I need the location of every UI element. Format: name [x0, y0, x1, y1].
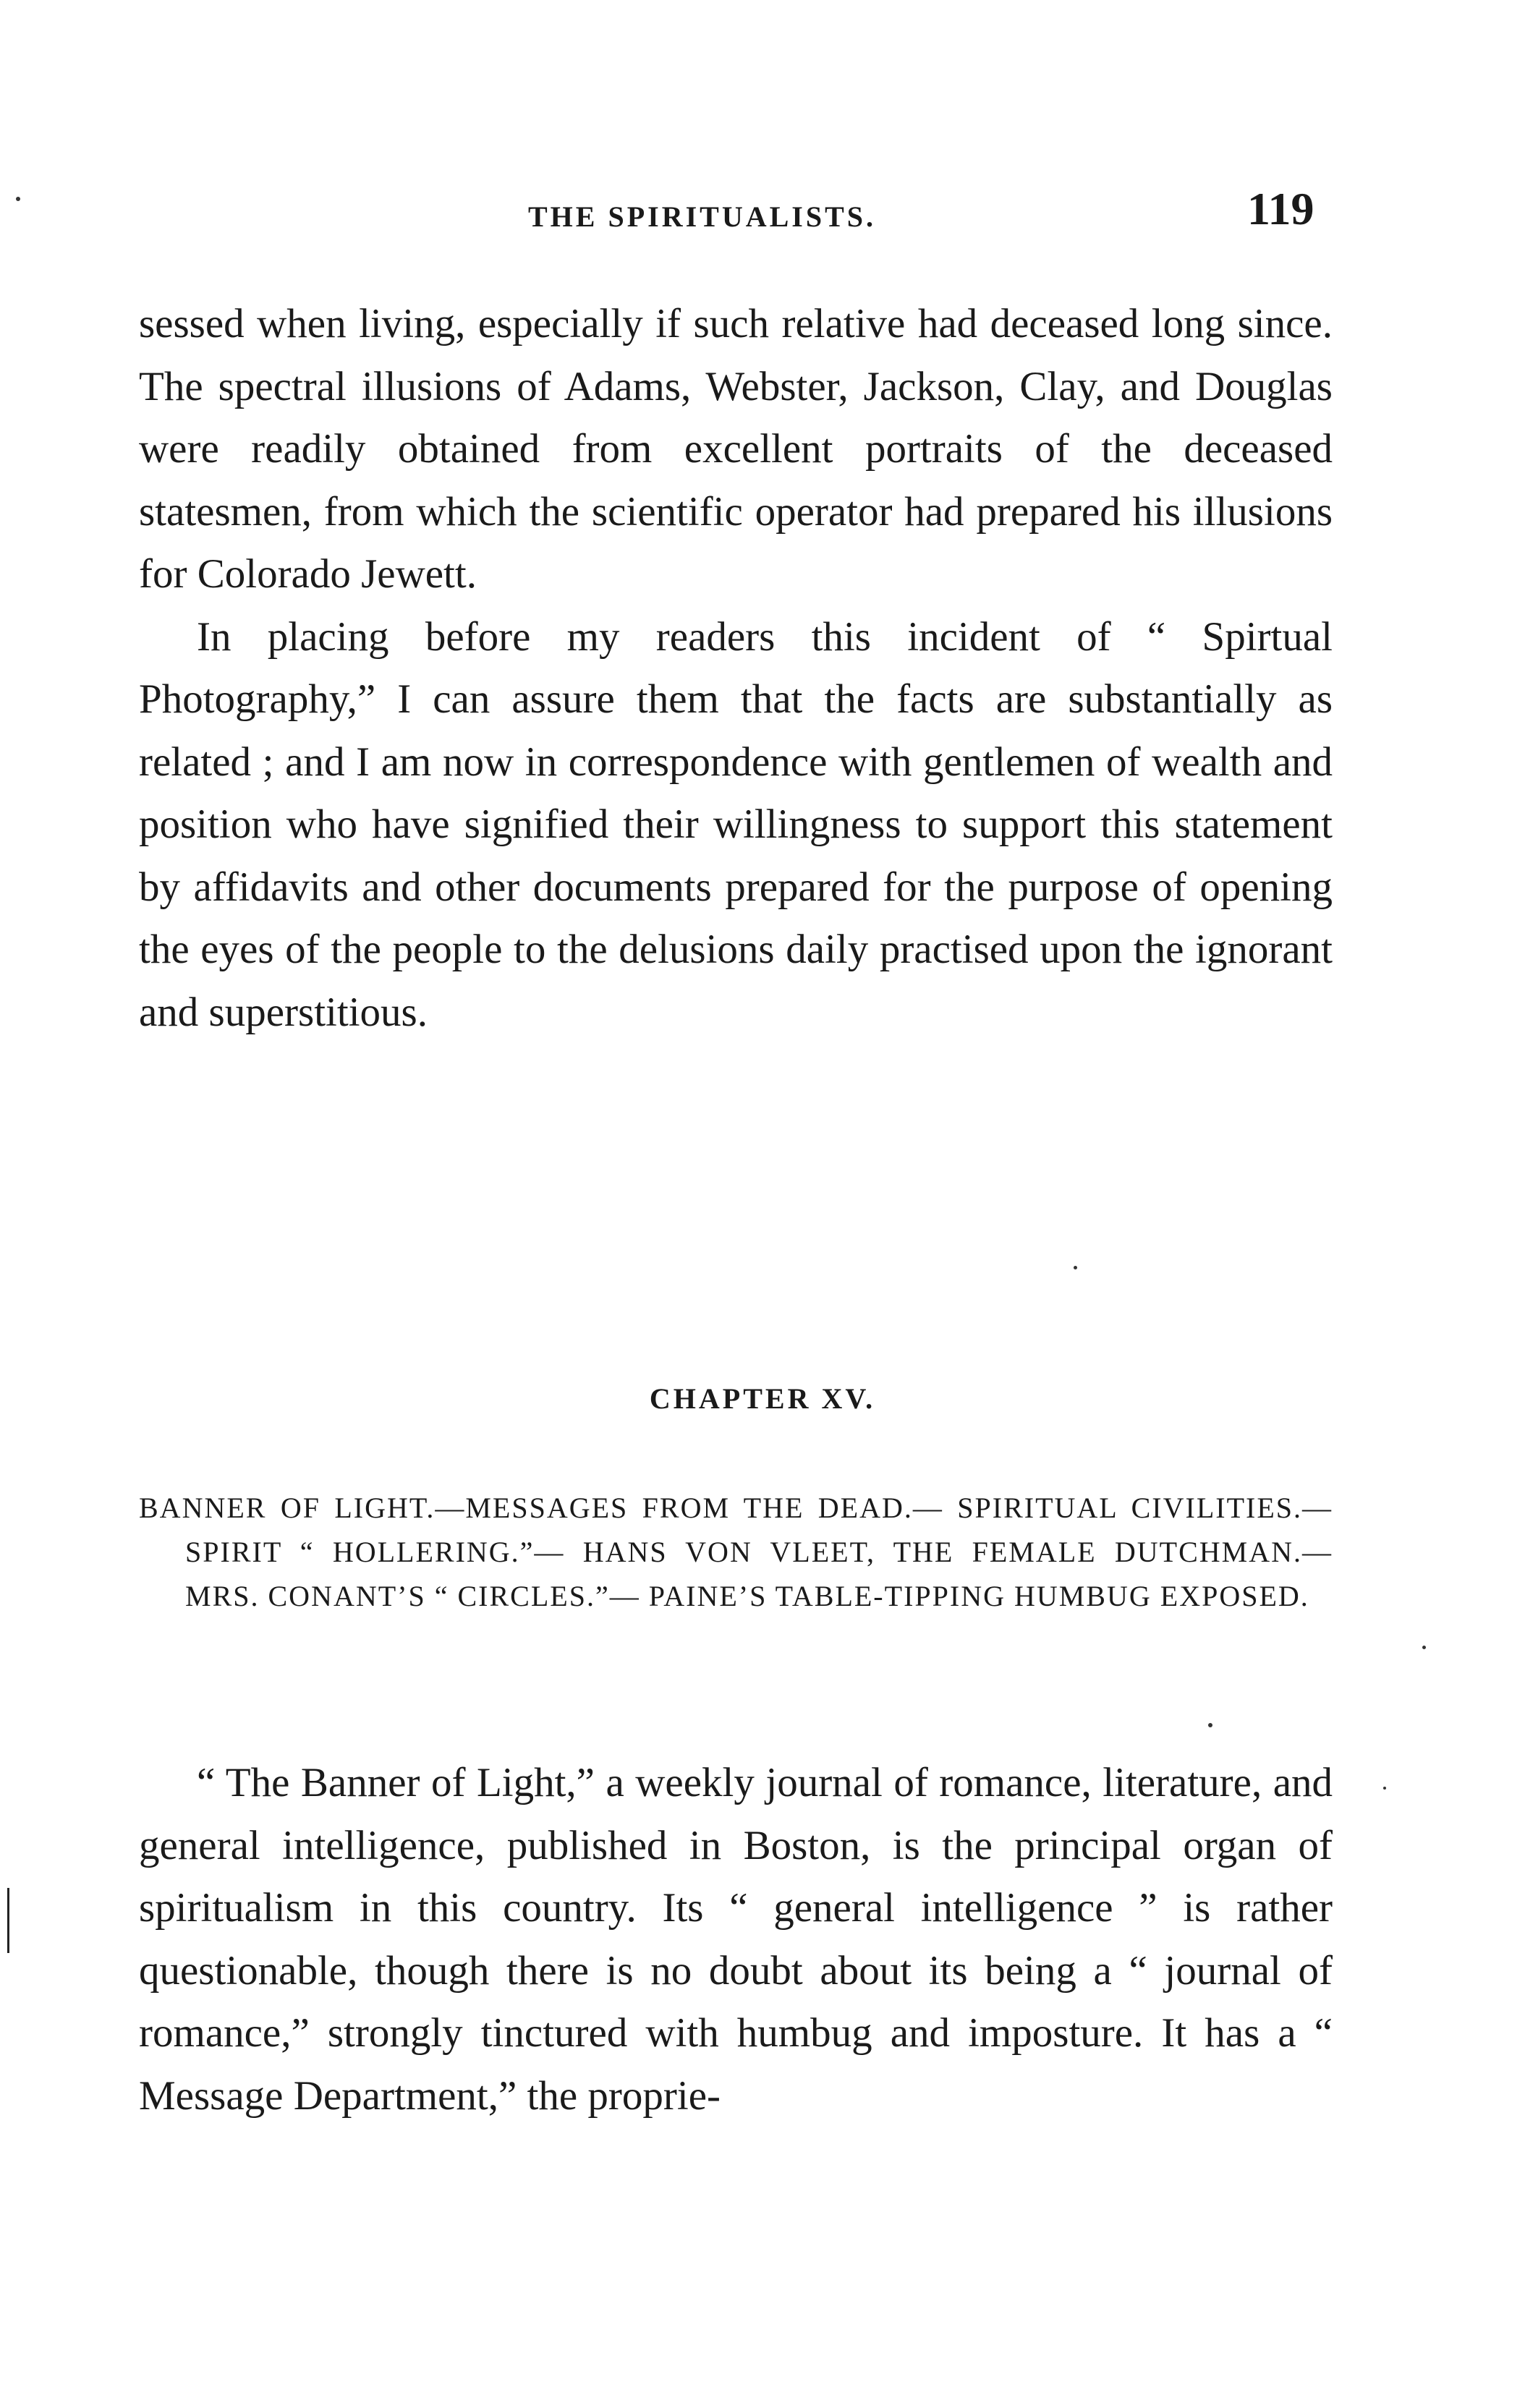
page-number: 119: [1247, 183, 1314, 234]
running-header: [0, 181, 1525, 239]
scan-speck: [16, 197, 20, 201]
body-text-top: [139, 293, 1333, 1044]
chapter-summary: BANNER OF LIGHT.—MESSAGES FROM THE DEAD.— SPIRITUAL CIVILITIES.— SPIRIT “ HOLLERING.”— HANS VON VLEET, THE FEMALE DUTCHMAN.— MRS. CONANT’S “ CIRCLES.”— PAINE’S TABLE-TIPPING HUMBUG EXPOSED.: [139, 1492, 1333, 1612]
body-text-bottom: [139, 1752, 1333, 2127]
paragraph-continued: sessed when living, especially if such relative had deceased long since. The spectral illusions of Adams, Webster, Jackson, Clay, and Douglas were readily obtained from excellent portraits of the deceased statesmen, from which the scientific operator had prepared his illusions for Colorado Jewett.: [139, 301, 1333, 597]
paragraph-spiritual-photography: In placing before my readers this incident of “ Spirtual Photography,” I can assure them that the facts are substantially as related ; and I am now in correspondence with gentlemen of wealth and position who have signified their willingness to support this statement by affidavits and other documents prepared for the purpose of opening the eyes of the people to the delusions daily practised upon the ignorant and superstitious.: [139, 613, 1333, 1035]
scan-speck: [1074, 1266, 1077, 1269]
chapter-heading: CHAPTER XV.: [649, 1382, 876, 1415]
running-title: THE SPIRITUALISTS.: [528, 200, 877, 233]
scan-speck: [1208, 1723, 1212, 1727]
scan-speck: [1422, 1646, 1426, 1649]
scan-speck: [1383, 1787, 1386, 1790]
scan-margin-mark: [7, 1888, 9, 1953]
paragraph-banner-of-light: “ The Banner of Light,” a weekly journal of romance, literature, and general intelligence, published in Boston, is the principal organ of spiritualism in this country. Its “ general intelligence ” is rather questionable, though there is no doubt about its being a “ journal of romance,” strongly tinctured with humbug and imposture. It has a “ Message Department,” the proprie-: [139, 1760, 1333, 2119]
